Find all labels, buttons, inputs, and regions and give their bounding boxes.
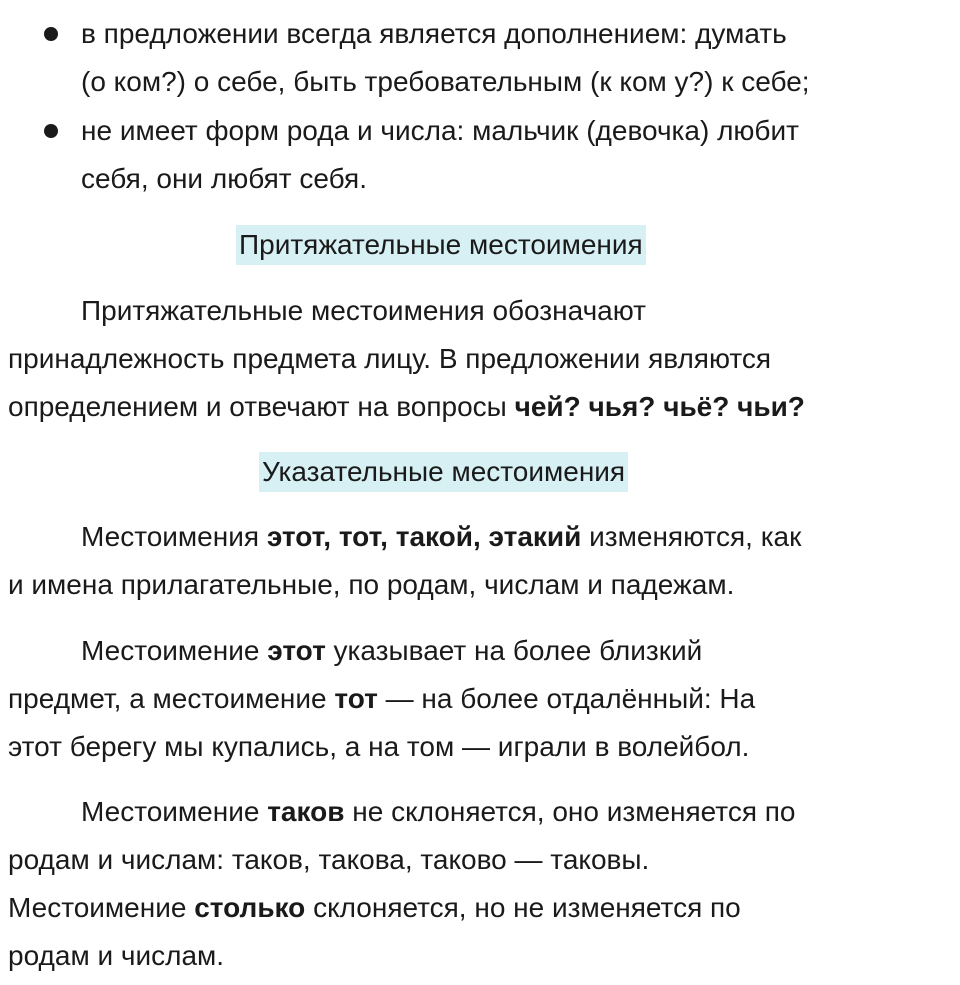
possessive-paragraph-line-2: принадлежность предмета лицу. В предложении являются — [8, 343, 772, 374]
bullet-2-line-1: не имеет форм рода и числа: мальчик (девочка) любит — [81, 115, 799, 146]
bullet-1-line-2: (о ком?) о себе, быть требовательным (к ком у?) к себе; — [81, 66, 810, 97]
paragraph-text: Местоимение — [81, 796, 268, 827]
possessive-paragraph-line-1: Притяжательные местоимения обозначают — [81, 295, 646, 326]
paragraph-text: Местоимение — [8, 892, 195, 923]
bold-term: этот, тот, такой, этакий — [266, 521, 582, 552]
demonstrative-p3-line-4: родам и числам. — [8, 940, 225, 971]
bold-term: тот — [334, 683, 378, 714]
bullet-2-line-2: себя, они любят себя. — [81, 163, 368, 194]
demonstrative-p3-line-3 — [8, 884, 741, 932]
demonstrative-p1-line-1 — [81, 513, 801, 561]
paragraph-text: изменяются, как — [581, 521, 802, 552]
demonstrative-p1-line-2: и имена прилагательные, по родам, числам и падежам. — [8, 569, 735, 600]
paragraph-text: определением и отвечают на вопросы — [8, 391, 515, 422]
paragraph-text: не склоняется, оно изменяется по — [344, 796, 796, 827]
paragraph-text: — на более отдалённый: На — [377, 683, 756, 714]
demonstrative-p3-line-1 — [81, 788, 796, 836]
bullet-icon — [44, 27, 58, 41]
demonstrative-p2-line-2 — [8, 675, 755, 723]
bold-term: столько — [194, 892, 306, 923]
section-heading-possessive: Притяжательные местоимения — [236, 225, 646, 265]
bullet-1-line-1: в предложении всегда является дополнением: думать — [81, 18, 787, 49]
paragraph-text: предмет, а местоимение — [8, 683, 335, 714]
section-heading-demonstrative: Указательные местоимения — [259, 452, 628, 492]
bold-term: этот — [267, 635, 326, 666]
demonstrative-p2-line-1 — [81, 627, 702, 675]
demonstrative-p2-line-3: этот берегу мы купались, а на том — играли в волейбол. — [8, 731, 750, 762]
paragraph-text: Местоимение — [81, 635, 268, 666]
bullet-icon — [44, 124, 58, 138]
paragraph-text: указывает на более близкий — [325, 635, 703, 666]
bold-term: таков — [267, 796, 345, 827]
paragraph-text: Местоимения — [81, 521, 267, 552]
demonstrative-p3-line-2: родам и числам: таков, такова, таково — таковы. — [8, 844, 650, 875]
bold-term: чей? чья? чьё? чьи? — [514, 391, 805, 422]
paragraph-text: склоняется, но не изменяется по — [305, 892, 741, 923]
possessive-paragraph-line-3 — [8, 383, 805, 431]
